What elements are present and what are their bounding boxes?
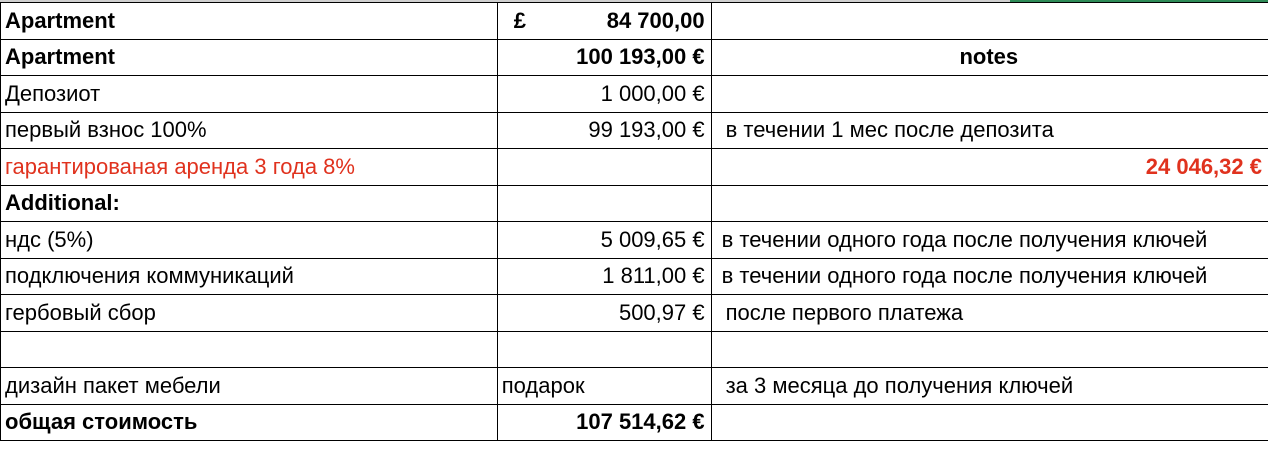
- cell-label[interactable]: Депозиот: [1, 76, 498, 113]
- cell-value[interactable]: 1 811,00 €: [497, 258, 711, 295]
- table-row: [1, 404, 1268, 441]
- cell-note[interactable]: [711, 76, 1268, 113]
- cell-note[interactable]: за 3 месяца до получения ключей: [711, 368, 1268, 405]
- cell-note[interactable]: [711, 3, 1268, 40]
- table-row: [1, 331, 1268, 368]
- cell-note[interactable]: notes: [711, 39, 1268, 76]
- cell-label[interactable]: общая стоимость: [1, 404, 498, 441]
- cell-note[interactable]: после первого платежа: [711, 295, 1268, 332]
- cell-value[interactable]: подарок: [497, 368, 711, 405]
- cell-value[interactable]: 5 009,65 €: [497, 222, 711, 259]
- table-row: [1, 112, 1268, 149]
- cell-value[interactable]: [497, 331, 711, 368]
- table-row: [1, 76, 1268, 113]
- spreadsheet-grid: [0, 2, 1268, 441]
- cell-label[interactable]: подключения коммуникаций: [1, 258, 498, 295]
- cell-label[interactable]: гарантированая аренда 3 года 8%: [1, 149, 498, 186]
- cell-label[interactable]: гербовый сбор: [1, 295, 498, 332]
- cell-value[interactable]: 100 193,00 €: [497, 39, 711, 76]
- cell-label[interactable]: ндс (5%): [1, 222, 498, 259]
- cell-note[interactable]: [711, 404, 1268, 441]
- cell-note[interactable]: в течении 1 мес после депозита: [711, 112, 1268, 149]
- cell-value[interactable]: 1 000,00 €: [497, 76, 711, 113]
- cell-value[interactable]: [497, 185, 711, 222]
- cell-note[interactable]: в течении одного года после получения ключей: [711, 258, 1268, 295]
- cell-label[interactable]: первый взнос 100%: [1, 112, 498, 149]
- cell-value[interactable]: 99 193,00 €: [497, 112, 711, 149]
- table-row: [1, 39, 1268, 76]
- table-row: [1, 222, 1268, 259]
- cell-note[interactable]: [711, 185, 1268, 222]
- cell-label[interactable]: дизайн пакет мебели: [1, 368, 498, 405]
- table-row: [1, 149, 1268, 186]
- cell-value[interactable]: 500,97 €: [497, 295, 711, 332]
- cell-label[interactable]: Apartment: [1, 3, 498, 40]
- table-row: [1, 185, 1268, 222]
- currency-symbol: £: [513, 7, 526, 33]
- cell-note[interactable]: 24 046,32 €: [711, 149, 1268, 186]
- table-row: [1, 258, 1268, 295]
- cell-note[interactable]: [711, 331, 1268, 368]
- cell-label[interactable]: Additional:: [1, 185, 498, 222]
- cell-value[interactable]: [497, 149, 711, 186]
- table-row: [1, 368, 1268, 405]
- cell-note[interactable]: в течении одного года после получения ключей: [711, 222, 1268, 259]
- table-row: [1, 295, 1268, 332]
- cell-value[interactable]: [497, 3, 711, 40]
- cell-label[interactable]: [1, 331, 498, 368]
- cell-value[interactable]: 107 514,62 €: [497, 404, 711, 441]
- table-row: [1, 3, 1268, 40]
- cell-value-amount: 84 700,00: [606, 7, 705, 33]
- cell-label[interactable]: Apartment: [1, 39, 498, 76]
